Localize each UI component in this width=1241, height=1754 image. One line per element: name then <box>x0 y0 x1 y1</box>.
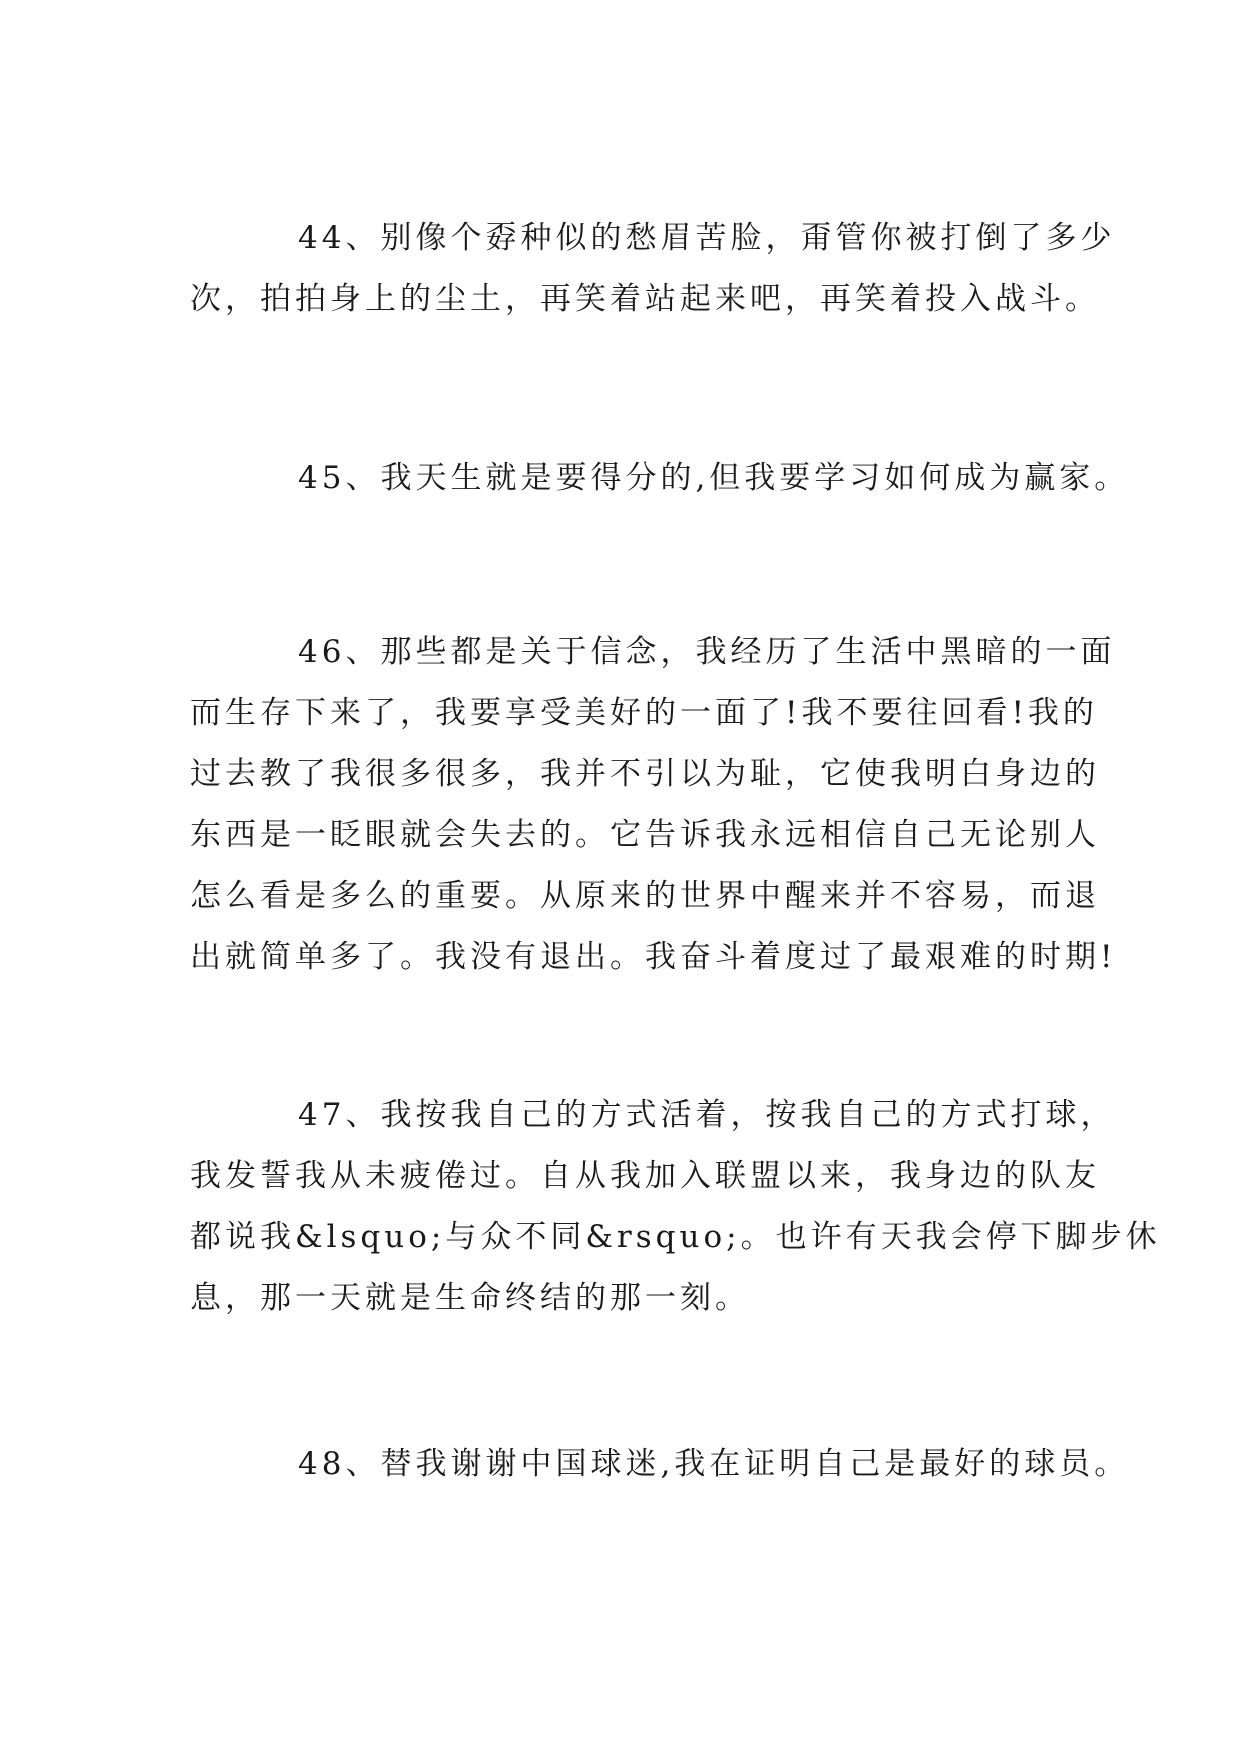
quote-paragraph-45 <box>190 448 1130 509</box>
quote-paragraph-47 <box>190 1085 1161 1329</box>
paragraph-line: 息，那一天就是生命终结的那一刻。 <box>190 1280 750 1316</box>
paragraph-line: 东西是一眨眼就会失去的。它告诉我永远相信自己无论别人 <box>190 817 1100 853</box>
paragraph-line: 45、我天生就是要得分的,但我要学习如何成为赢家。 <box>298 460 1130 496</box>
paragraph-line: 而生存下来了，我要享受美好的一面了!我不要往回看!我的 <box>190 695 1098 731</box>
quote-paragraph-44 <box>190 208 1116 330</box>
paragraph-line: 都说我&lsquo;与众不同&rsquo;。也许有天我会停下脚步休 <box>190 1219 1161 1255</box>
quote-paragraph-48 <box>190 1434 1130 1495</box>
paragraph-line: 48、替我谢谢中国球迷,我在证明自己是最好的球员。 <box>298 1446 1130 1482</box>
paragraph-line: 次，拍拍身上的尘土，再笑着站起来吧，再笑着投入战斗。 <box>190 281 1100 317</box>
paragraph-line: 怎么看是多么的重要。从原来的世界中醒来并不容易，而退 <box>190 878 1100 914</box>
paragraph-line: 44、别像个孬种似的愁眉苦脸，甭管你被打倒了多少 <box>298 220 1116 256</box>
quote-paragraph-46 <box>190 622 1117 988</box>
paragraph-line: 出就简单多了。我没有退出。我奋斗着度过了最艰难的时期! <box>190 939 1117 975</box>
paragraph-line: 我发誓我从未疲倦过。自从我加入联盟以来，我身边的队友 <box>190 1158 1100 1194</box>
paragraph-line: 过去教了我很多很多，我并不引以为耻，它使我明白身边的 <box>190 756 1100 792</box>
paragraph-line: 47、我按我自己的方式活着，按我自己的方式打球， <box>298 1097 1116 1133</box>
paragraph-line: 46、那些都是关于信念，我经历了生活中黑暗的一面 <box>298 634 1116 670</box>
